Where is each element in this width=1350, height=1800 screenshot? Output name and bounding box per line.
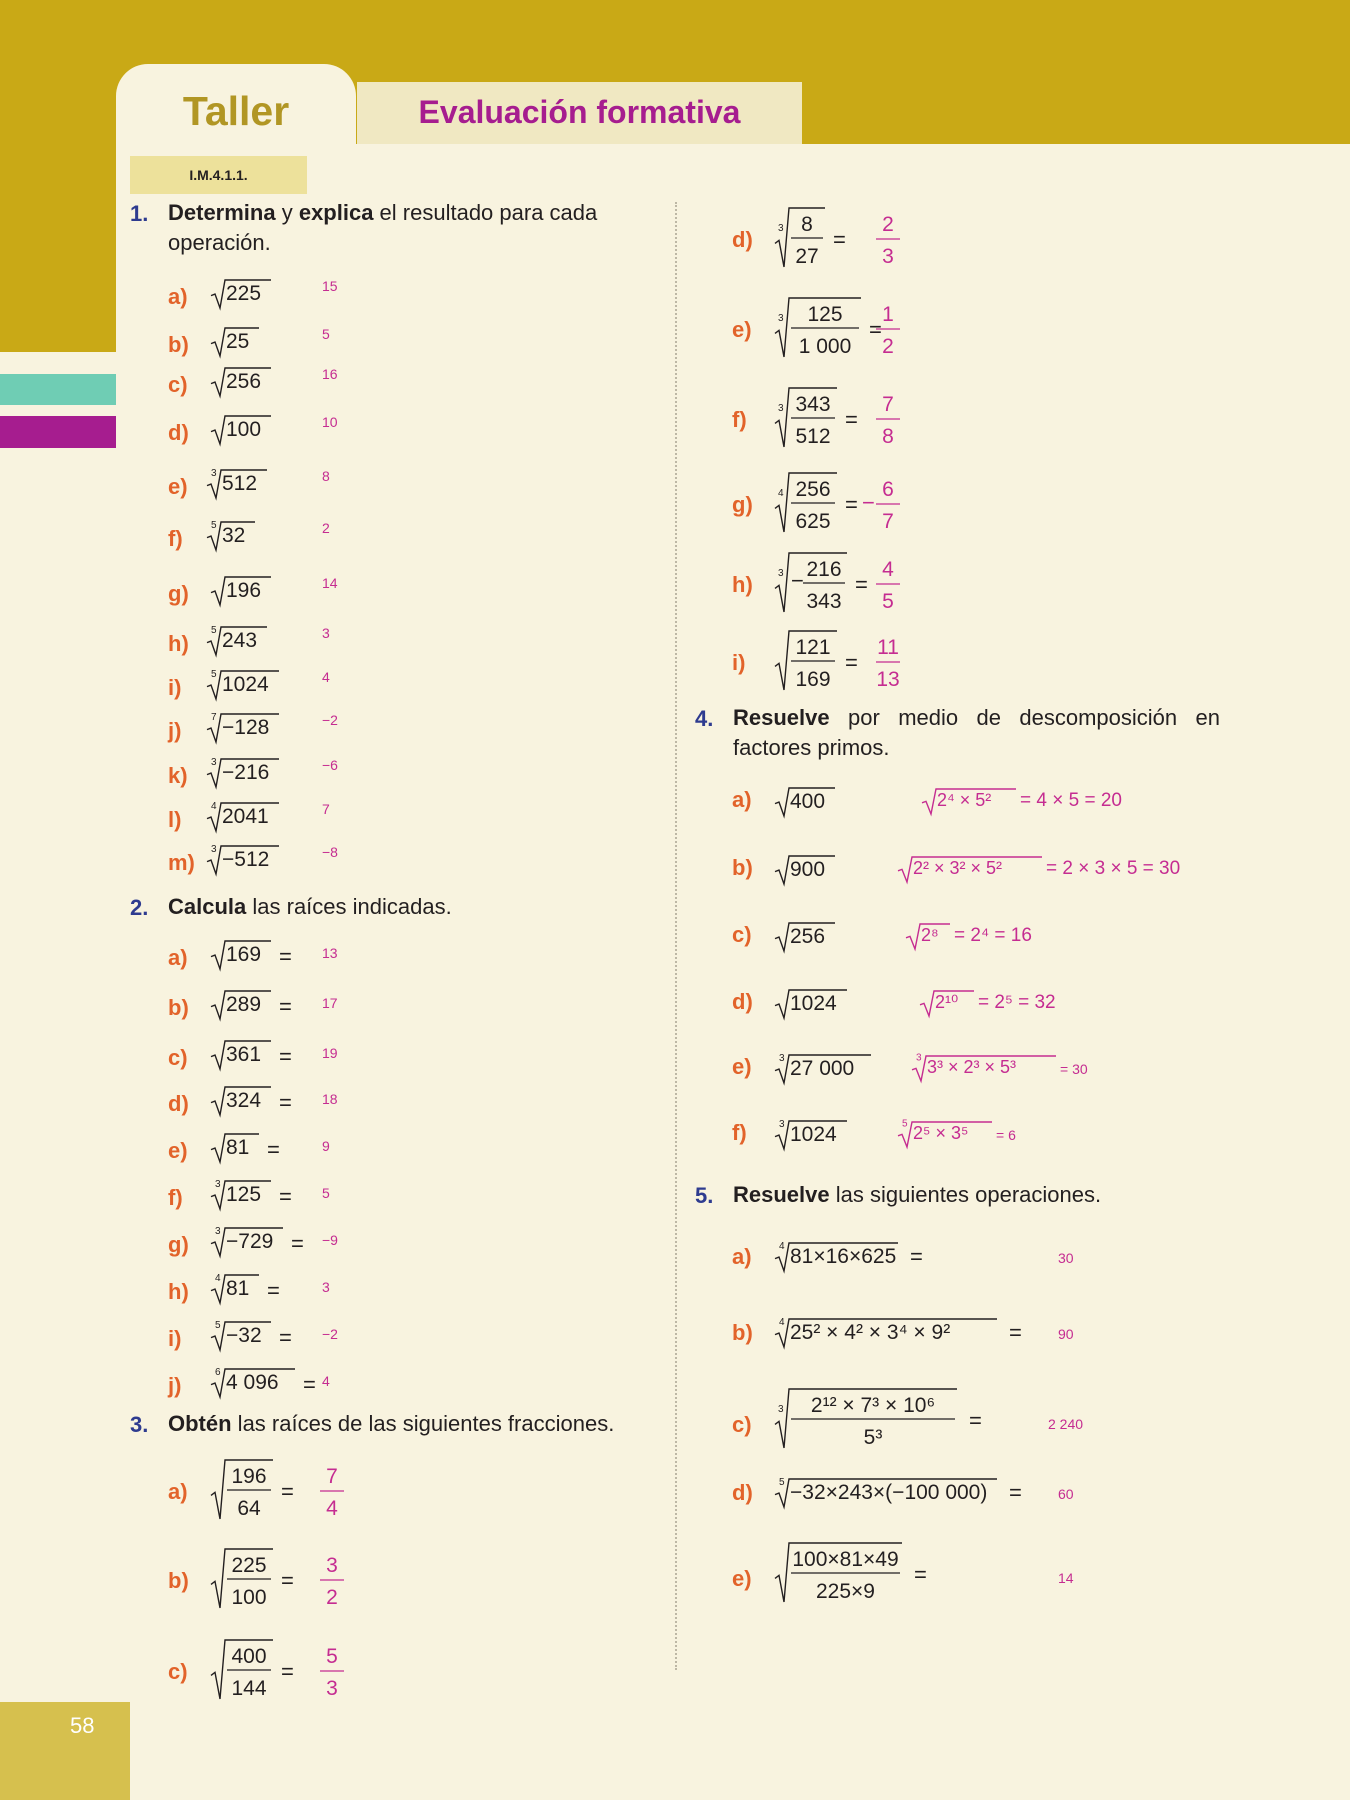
item-5-4-root-numerator: 100×81×49 — [792, 1548, 899, 1571]
item-1-3-answer: 10 — [322, 414, 338, 430]
item-1-8-answer: 4 — [322, 669, 330, 685]
item-1-12-root — [205, 843, 287, 878]
item-3-8-root-numerator: 121 — [795, 636, 831, 659]
item-3-6-answer-sign: − — [862, 490, 875, 515]
section-5-text: las siguientes operaciones. — [829, 1182, 1102, 1207]
item-3-0-root-denominator: 64 — [237, 1497, 261, 1520]
item-5-1-label: b) — [732, 1320, 753, 1345]
item-4-5-root — [773, 1118, 855, 1153]
item-1-9-root — [205, 711, 287, 746]
item-3-2-label: c) — [168, 1659, 188, 1684]
item-4-3-answer-root-radicand: 2¹⁰ — [935, 992, 959, 1012]
item-1-12-label: m) — [168, 850, 195, 875]
item-5-2-equals: = — [969, 1408, 982, 1433]
item-2-3-equals: = — [279, 1090, 292, 1115]
item-3-8-root-denominator: 169 — [795, 668, 831, 691]
item-1-8-root — [205, 668, 287, 703]
item-4-2-root — [773, 920, 843, 955]
item-4-0-answer-root — [920, 786, 1024, 818]
item-2-2-root-radicand: 361 — [226, 1043, 262, 1066]
item-3-6-answer — [862, 472, 922, 536]
item-2-7-answer: 3 — [322, 1279, 330, 1295]
item-2-1-answer: 17 — [322, 995, 338, 1011]
item-1-11-root — [205, 800, 287, 835]
item-3-2-root — [209, 1637, 281, 1703]
section-1-statement — [168, 198, 668, 258]
magenta-stripe — [0, 416, 116, 448]
item-2-8-root-radicand: −32 — [226, 1324, 262, 1347]
item-3-1-answer — [306, 1548, 366, 1612]
item-3-8-answer — [862, 630, 922, 694]
item-1-11-root-radicand: 2041 — [222, 805, 269, 828]
item-5-0-label: a) — [732, 1244, 752, 1269]
section-2-bold: Calcula — [168, 894, 247, 919]
item-2-6-root-radicand: −729 — [226, 1230, 274, 1253]
item-4-4-answer-root-radicand: 3³ × 2³ × 5³ — [927, 1057, 1017, 1077]
item-1-7-answer: 3 — [322, 625, 330, 641]
item-2-3-label: d) — [168, 1091, 189, 1116]
item-2-7-label: h) — [168, 1279, 189, 1304]
section-1-text: el resultado para cada operación. — [168, 200, 598, 255]
item-2-4-label: e) — [168, 1138, 188, 1163]
item-3-4-root-denominator: 1 000 — [798, 335, 852, 358]
item-2-1-root — [209, 988, 279, 1023]
item-1-11-root-index: 4 — [211, 800, 217, 812]
item-5-2-root-numerator: 2¹² × 7³ × 10⁶ — [810, 1394, 936, 1417]
item-1-10-root-radicand: −216 — [222, 761, 270, 784]
item-2-8-answer: −2 — [322, 1326, 338, 1342]
item-3-2-answer — [306, 1639, 366, 1703]
item-1-5-label: f) — [168, 526, 183, 551]
item-2-4-root — [209, 1131, 267, 1166]
item-2-5-answer: 5 — [322, 1185, 330, 1201]
item-3-3-root-numerator: 8 — [801, 213, 813, 236]
item-5-4-answer: 14 — [1058, 1570, 1074, 1586]
item-1-7-root — [205, 624, 275, 659]
item-4-1-answer-root — [896, 854, 1050, 886]
item-5-3-equals: = — [1009, 1480, 1022, 1505]
item-3-1-answer-den: 2 — [326, 1586, 338, 1609]
section-2-text: las raíces indicadas. — [246, 894, 452, 919]
item-4-0-answer-root-radicand: 2⁴ × 5² — [937, 790, 992, 810]
item-5-1-equals: = — [1009, 1320, 1022, 1345]
item-5-3-answer: 60 — [1058, 1486, 1074, 1502]
item-1-0-label: a) — [168, 284, 188, 309]
section-4-statement — [733, 703, 1220, 763]
item-1-6-root-radicand: 196 — [226, 579, 262, 602]
item-3-6-root-numerator: 256 — [795, 478, 831, 501]
section-1-connector: y — [275, 200, 299, 225]
item-4-3-answer-root — [918, 988, 982, 1020]
item-2-0-label: a) — [168, 945, 188, 970]
item-4-1-root-radicand: 900 — [790, 858, 826, 881]
item-4-4-root — [773, 1052, 879, 1087]
item-3-6-root-denominator: 625 — [795, 510, 831, 533]
item-3-1-root-denominator: 100 — [231, 1586, 267, 1609]
item-2-5-label: f) — [168, 1185, 183, 1210]
item-4-4-label: e) — [732, 1054, 752, 1079]
item-3-3-root — [773, 205, 833, 271]
item-3-5-answer — [862, 387, 922, 451]
item-3-2-equals: = — [281, 1659, 294, 1684]
item-5-3-root — [773, 1476, 1005, 1511]
item-4-0-root — [773, 785, 843, 820]
item-3-4-answer-num: 1 — [882, 303, 894, 326]
section-3-bold: Obtén — [168, 1411, 232, 1436]
item-3-7-label: h) — [732, 572, 753, 597]
section-4-bold: Resuelve — [733, 705, 830, 730]
item-1-2-label: c) — [168, 372, 188, 397]
item-3-7-root-numerator: 216 — [806, 558, 842, 581]
item-4-1-answer-root-radicand: 2² × 3² × 5² — [913, 858, 1003, 878]
item-3-8-equals: = — [845, 650, 858, 675]
item-3-7-root-sign: − — [791, 568, 804, 593]
item-1-1-root-radicand: 25 — [226, 330, 250, 353]
item-3-1-root-numerator: 225 — [231, 1554, 267, 1577]
item-4-2-answer-rest: = 2⁴ = 16 — [954, 925, 1032, 946]
item-1-4-answer: 8 — [322, 468, 330, 484]
item-1-6-answer: 14 — [322, 575, 338, 591]
footer-block — [0, 1702, 130, 1800]
item-4-5-root-radicand: 1024 — [790, 1123, 837, 1146]
item-3-6-root — [773, 470, 845, 536]
item-3-4-root-numerator: 125 — [807, 303, 843, 326]
item-4-0-answer-rest: = 4 × 5 = 20 — [1020, 790, 1122, 811]
item-4-5-root-index: 3 — [779, 1118, 785, 1130]
item-3-3-answer-num: 2 — [882, 213, 894, 236]
item-1-11-label: l) — [168, 807, 182, 832]
item-2-2-answer: 19 — [322, 1045, 338, 1061]
item-5-0-equals: = — [910, 1244, 923, 1269]
item-3-6-equals: = — [845, 492, 858, 517]
item-3-7-answer — [862, 552, 922, 616]
item-1-9-answer: −2 — [322, 712, 338, 728]
item-1-9-root-radicand: −128 — [222, 716, 270, 739]
item-3-3-answer-den: 3 — [882, 245, 894, 268]
item-2-4-answer: 9 — [322, 1138, 330, 1154]
item-3-1-equals: = — [281, 1568, 294, 1593]
item-2-0-equals: = — [279, 944, 292, 969]
item-3-0-equals: = — [281, 1479, 294, 1504]
item-3-8-label: i) — [732, 650, 746, 675]
column-divider — [675, 202, 677, 1670]
item-3-5-answer-num: 7 — [882, 393, 894, 416]
item-1-8-root-radicand: 1024 — [222, 673, 269, 696]
item-1-3-label: d) — [168, 420, 189, 445]
item-3-2-root-denominator: 144 — [231, 1677, 267, 1700]
item-2-9-equals: = — [303, 1372, 316, 1397]
item-1-2-answer: 16 — [322, 366, 338, 382]
item-5-3-label: d) — [732, 1480, 753, 1505]
taller-label: Taller — [182, 88, 290, 134]
item-3-8-answer-num: 11 — [877, 636, 899, 659]
item-5-0-root — [773, 1240, 906, 1275]
item-5-2-root — [773, 1386, 965, 1452]
item-2-7-root-radicand: 81 — [226, 1277, 250, 1300]
item-2-1-root-radicand: 289 — [226, 993, 262, 1016]
item-1-10-label: k) — [168, 763, 188, 788]
item-3-4-answer — [862, 297, 922, 361]
left-band — [0, 0, 116, 352]
item-1-7-root-radicand: 243 — [222, 629, 258, 652]
item-3-4-equals: = — [869, 317, 882, 342]
item-5-4-root — [773, 1540, 910, 1606]
item-3-7-root-index: 3 — [778, 568, 784, 580]
item-4-2-answer-root-radicand: 2⁸ — [921, 925, 939, 945]
item-3-2-answer-num: 5 — [326, 1645, 338, 1668]
item-1-5-root-radicand: 32 — [222, 524, 246, 547]
item-1-1-answer: 5 — [322, 326, 330, 342]
item-1-2-root-radicand: 256 — [226, 370, 262, 393]
item-1-9-label: j) — [168, 718, 182, 743]
page-number: 58 — [70, 1713, 95, 1738]
item-2-6-answer: −9 — [322, 1232, 338, 1248]
item-2-5-root-radicand: 125 — [226, 1183, 262, 1206]
item-2-4-root-radicand: 81 — [226, 1136, 250, 1159]
item-1-12-root-index: 3 — [211, 843, 217, 855]
item-3-0-root-numerator: 196 — [231, 1465, 267, 1488]
item-3-6-answer-den: 7 — [882, 510, 894, 533]
item-3-6-answer-num: 6 — [882, 478, 894, 501]
item-3-7-answer-den: 5 — [882, 590, 894, 613]
item-4-2-root-radicand: 256 — [790, 925, 826, 948]
item-3-4-root — [773, 295, 869, 361]
item-1-12-answer: −8 — [322, 844, 338, 860]
item-3-3-label: d) — [732, 227, 753, 252]
item-5-2-root-index: 3 — [778, 1404, 784, 1416]
item-4-1-answer-rest: = 2 × 3 × 5 = 30 — [1046, 858, 1181, 879]
item-3-8-root — [773, 628, 845, 694]
item-1-10-root — [205, 756, 287, 791]
item-2-5-root — [209, 1178, 279, 1213]
item-1-7-root-index: 5 — [211, 624, 217, 636]
item-2-3-root — [209, 1084, 279, 1119]
item-2-2-root — [209, 1038, 279, 1073]
item-3-7-root-denominator: 343 — [806, 590, 842, 613]
item-2-0-root-radicand: 169 — [226, 943, 262, 966]
item-2-8-root — [209, 1319, 279, 1354]
item-1-5-answer: 2 — [322, 520, 330, 536]
item-3-5-label: f) — [732, 407, 747, 432]
item-3-5-root-numerator: 343 — [795, 393, 831, 416]
item-2-8-label: i) — [168, 1326, 182, 1351]
item-3-4-answer-den: 2 — [882, 335, 894, 358]
item-5-3-root-index: 5 — [779, 1476, 785, 1488]
item-3-6-root-index: 4 — [778, 488, 784, 500]
item-4-1-root — [773, 853, 843, 888]
item-1-5-root-index: 5 — [211, 519, 217, 531]
section-2-number: 2. — [130, 895, 149, 920]
section-3-number: 3. — [130, 1412, 149, 1437]
item-5-1-root-radicand: 25² × 4² × 3⁴ × 9² — [790, 1321, 951, 1344]
item-4-3-root-radicand: 1024 — [790, 992, 837, 1015]
item-1-6-label: g) — [168, 581, 189, 606]
item-1-10-root-index: 3 — [211, 756, 217, 768]
item-5-4-label: e) — [732, 1566, 752, 1591]
item-3-3-answer — [862, 207, 922, 271]
section-1-bold2: explica — [298, 200, 374, 225]
item-1-8-label: i) — [168, 675, 182, 700]
section-5-bold: Resuelve — [733, 1182, 830, 1207]
item-2-4-equals: = — [267, 1137, 280, 1162]
section-4-text: por medio de descomposición en factores primos. — [733, 705, 1220, 760]
item-3-5-answer-den: 8 — [882, 425, 894, 448]
item-3-3-equals: = — [833, 227, 846, 252]
item-1-8-root-index: 5 — [211, 668, 217, 680]
item-4-3-label: d) — [732, 989, 753, 1014]
item-1-2-root — [209, 365, 279, 400]
item-2-8-equals: = — [279, 1325, 292, 1350]
item-2-9-answer: 4 — [322, 1373, 330, 1389]
item-2-7-root-index: 4 — [215, 1272, 221, 1284]
item-3-0-answer — [306, 1459, 366, 1523]
item-4-3-root — [773, 987, 855, 1022]
item-4-2-label: c) — [732, 922, 752, 947]
item-1-10-answer: −6 — [322, 757, 338, 773]
item-4-0-root-radicand: 400 — [790, 790, 826, 813]
item-2-3-root-radicand: 324 — [226, 1089, 262, 1112]
item-5-2-answer: 2 240 — [1048, 1416, 1084, 1432]
item-4-5-answer-root-index: 5 — [902, 1118, 908, 1130]
item-4-3-answer-rest: = 2⁵ = 32 — [978, 992, 1056, 1013]
item-2-9-label: j) — [168, 1373, 182, 1398]
item-3-3-root-denominator: 27 — [795, 245, 819, 268]
item-1-9-root-index: 7 — [211, 711, 217, 723]
item-5-2-root-denominator: 5³ — [863, 1426, 883, 1449]
item-1-12-root-radicand: −512 — [222, 848, 270, 871]
section-5-number: 5. — [695, 1183, 714, 1208]
item-2-1-equals: = — [279, 994, 292, 1019]
item-3-3-root-index: 3 — [778, 223, 784, 235]
item-5-0-root-radicand: 81×16×625 — [790, 1245, 897, 1268]
item-4-4-root-index: 3 — [779, 1052, 785, 1064]
item-3-5-root-index: 3 — [778, 403, 784, 415]
item-3-5-root — [773, 385, 845, 451]
item-4-2-answer-root — [904, 921, 958, 953]
item-2-1-label: b) — [168, 995, 189, 1020]
item-2-6-root-index: 3 — [215, 1225, 221, 1237]
item-5-0-root-index: 4 — [779, 1240, 785, 1252]
item-4-0-label: a) — [732, 787, 752, 812]
item-1-4-root — [205, 467, 275, 502]
item-2-0-root — [209, 938, 279, 973]
section-1-bold1: Determina — [168, 200, 276, 225]
section-4-number: 4. — [695, 706, 714, 731]
item-2-5-root-index: 3 — [215, 1178, 221, 1190]
item-2-6-label: g) — [168, 1232, 189, 1257]
item-4-4-answer-rest: = 30 — [1060, 1061, 1088, 1077]
item-2-9-root-radicand: 4 096 — [226, 1371, 279, 1394]
item-3-2-root-numerator: 400 — [231, 1645, 267, 1668]
skill-code: I.M.4.1.1. — [130, 156, 307, 194]
item-4-5-label: f) — [732, 1120, 747, 1145]
item-2-2-label: c) — [168, 1045, 188, 1070]
item-3-5-root-denominator: 512 — [795, 425, 831, 448]
item-4-5-answer-root — [896, 1119, 1000, 1151]
item-2-0-answer: 13 — [322, 945, 338, 961]
item-3-2-answer-den: 3 — [326, 1677, 338, 1700]
item-5-0-answer: 30 — [1058, 1250, 1074, 1266]
item-2-9-root — [209, 1366, 303, 1401]
item-2-5-equals: = — [279, 1184, 292, 1209]
item-5-1-answer: 90 — [1058, 1326, 1074, 1342]
item-5-1-root-index: 4 — [779, 1316, 785, 1328]
item-4-5-answer-rest: = 6 — [996, 1127, 1016, 1143]
item-5-3-root-radicand: −32×243×(−100 000) — [790, 1481, 988, 1504]
item-3-0-answer-num: 7 — [326, 1465, 338, 1488]
item-1-3-root-radicand: 100 — [226, 418, 262, 441]
item-3-0-root — [209, 1457, 281, 1523]
item-5-2-label: c) — [732, 1412, 752, 1437]
item-5-4-root-denominator: 225×9 — [816, 1580, 875, 1603]
item-1-1-root — [209, 325, 267, 360]
item-5-4-equals: = — [914, 1562, 927, 1587]
item-5-1-root — [773, 1316, 1005, 1351]
item-3-0-answer-den: 4 — [326, 1497, 338, 1520]
item-1-3-root — [209, 413, 279, 448]
section-5-statement — [733, 1180, 1233, 1210]
item-2-9-root-index: 6 — [215, 1366, 221, 1378]
item-1-0-answer: 15 — [322, 278, 338, 294]
item-3-4-root-index: 3 — [778, 313, 784, 325]
item-3-1-label: b) — [168, 1568, 189, 1593]
item-3-1-root — [209, 1546, 281, 1612]
item-1-4-label: e) — [168, 474, 188, 499]
item-4-5-answer-root-radicand: 2⁵ × 3⁵ — [913, 1123, 969, 1143]
item-3-7-root — [773, 550, 855, 616]
item-2-7-root — [209, 1272, 267, 1307]
item-2-6-root — [209, 1225, 291, 1260]
item-2-3-answer: 18 — [322, 1091, 338, 1107]
section-1-number: 1. — [130, 201, 149, 226]
item-4-1-label: b) — [732, 855, 753, 880]
item-1-11-answer: 7 — [322, 801, 330, 817]
item-4-4-answer-root-index: 3 — [916, 1052, 922, 1064]
item-1-0-root — [209, 277, 279, 312]
item-3-7-equals: = — [855, 572, 868, 597]
item-2-7-equals: = — [267, 1278, 280, 1303]
item-3-4-label: e) — [732, 317, 752, 342]
section-3-statement — [168, 1409, 668, 1439]
item-3-7-answer-num: 4 — [882, 558, 894, 581]
item-1-4-root-radicand: 512 — [222, 472, 258, 495]
item-4-4-answer-root — [910, 1053, 1064, 1085]
item-2-2-equals: = — [279, 1044, 292, 1069]
item-3-8-answer-den: 13 — [876, 668, 900, 691]
item-3-6-label: g) — [732, 492, 753, 517]
item-3-0-label: a) — [168, 1479, 188, 1504]
teal-stripe — [0, 374, 116, 405]
item-1-0-root-radicand: 225 — [226, 282, 262, 305]
page-title: Evaluación formativa — [418, 94, 741, 130]
item-1-6-root — [209, 574, 279, 609]
item-1-5-root — [205, 519, 263, 554]
item-1-4-root-index: 3 — [211, 467, 217, 479]
item-1-1-label: b) — [168, 332, 189, 357]
item-3-1-answer-num: 3 — [326, 1554, 338, 1577]
item-2-8-root-index: 5 — [215, 1319, 221, 1331]
section-3-text: las raíces de las siguientes fracciones. — [231, 1411, 615, 1436]
item-2-6-equals: = — [291, 1231, 304, 1256]
item-1-7-label: h) — [168, 631, 189, 656]
item-4-4-root-radicand: 27 000 — [790, 1057, 855, 1080]
item-3-5-equals: = — [845, 407, 858, 432]
section-2-statement — [168, 892, 668, 922]
